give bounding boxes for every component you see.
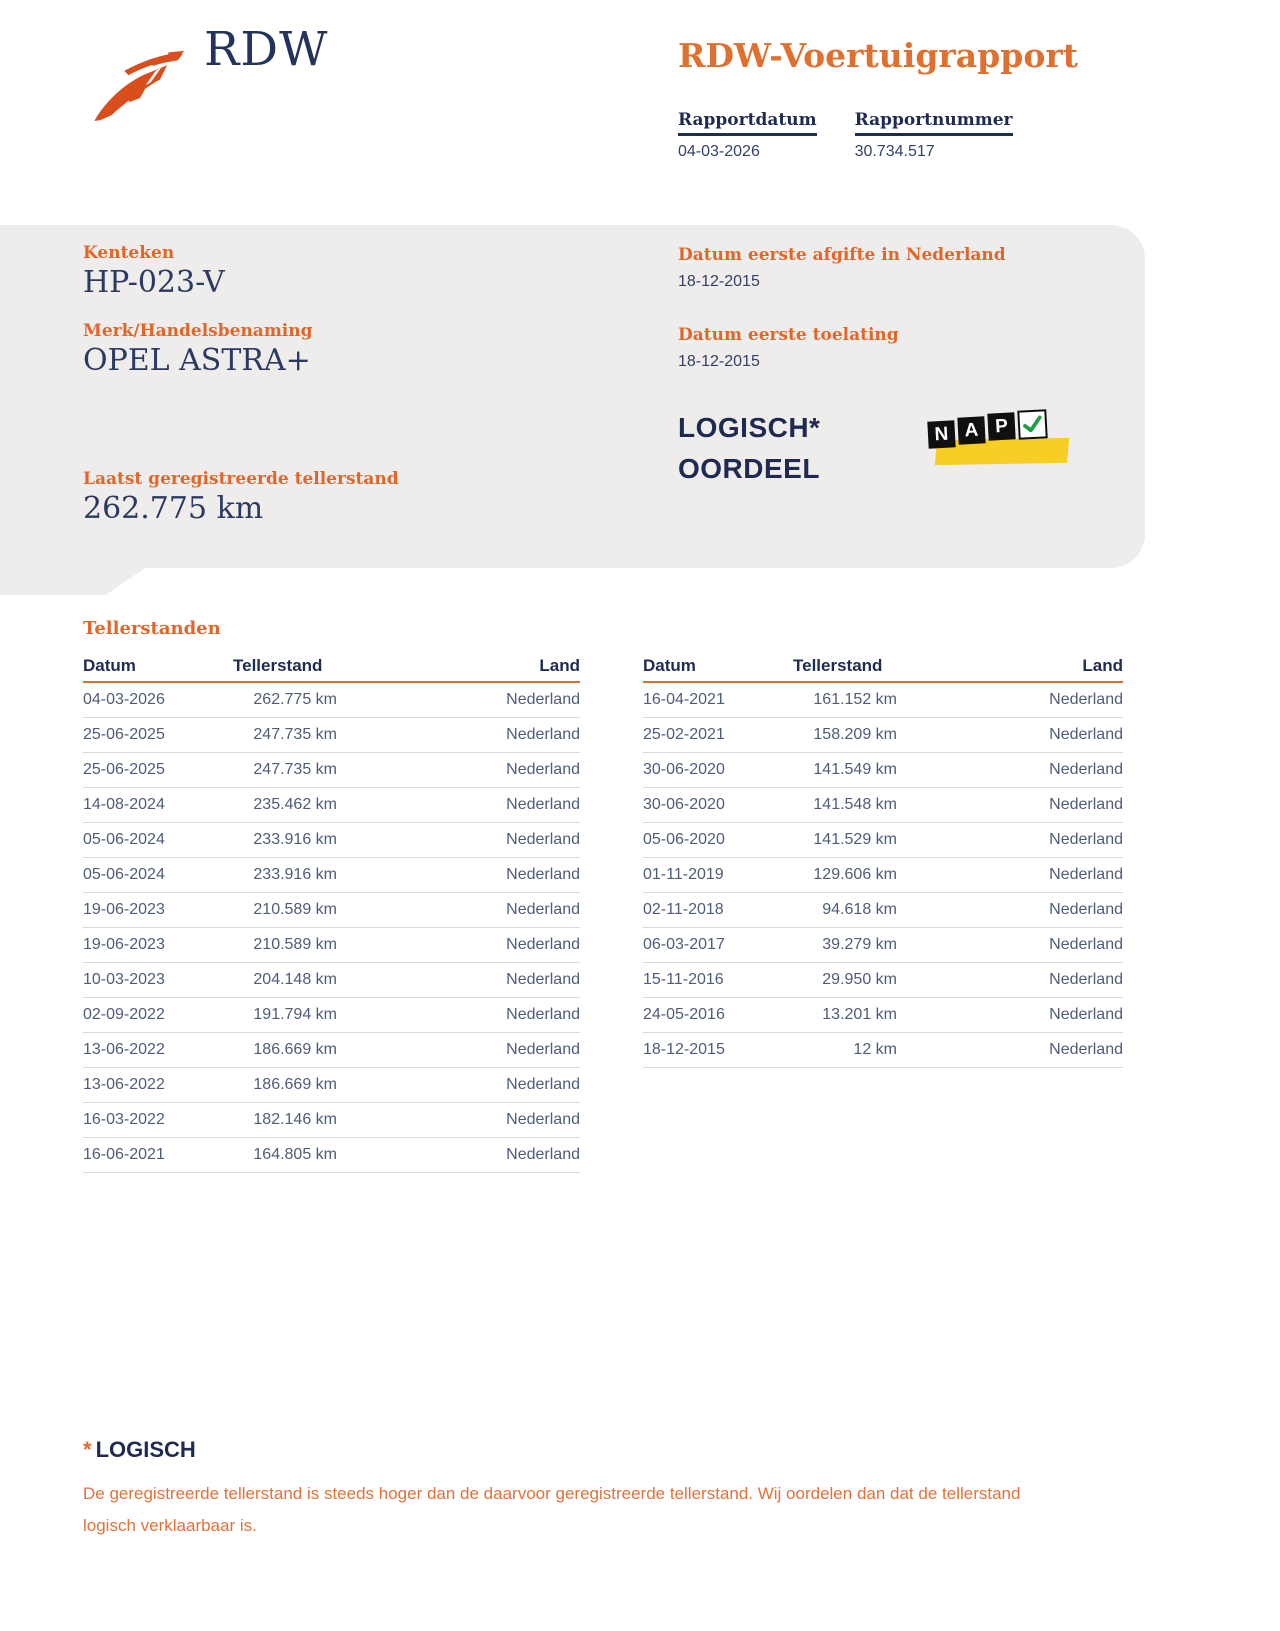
table-row bbox=[83, 858, 580, 893]
rdw-logo-text: RDW bbox=[204, 22, 329, 77]
column-header-land: Land bbox=[1082, 655, 1123, 675]
row-km: 204.148 km bbox=[253, 971, 337, 988]
row-date: 16-04-2021 bbox=[643, 691, 725, 708]
merk-label: Merk/Handelsbenaming bbox=[83, 321, 313, 341]
table-row bbox=[643, 963, 1123, 998]
table-row bbox=[83, 823, 580, 858]
row-land: Nederland bbox=[506, 796, 580, 813]
row-date: 30-06-2020 bbox=[643, 796, 725, 813]
row-km: 29.950 km bbox=[822, 971, 897, 988]
row-km: 262.775 km bbox=[253, 691, 337, 708]
table-header-row bbox=[83, 650, 580, 683]
row-land: Nederland bbox=[1049, 831, 1123, 848]
toelating-label: Datum eerste toelating bbox=[678, 325, 899, 345]
row-date: 25-06-2025 bbox=[83, 761, 165, 778]
row-km: 12 km bbox=[853, 1041, 897, 1058]
row-land: Nederland bbox=[506, 831, 580, 848]
row-land: Nederland bbox=[506, 971, 580, 988]
table-row bbox=[83, 788, 580, 823]
row-date: 13-06-2022 bbox=[83, 1076, 165, 1093]
row-km: 186.669 km bbox=[253, 1041, 337, 1058]
row-land: Nederland bbox=[1049, 796, 1123, 813]
row-km: 161.152 km bbox=[813, 691, 897, 708]
row-km: 164.805 km bbox=[253, 1146, 337, 1163]
row-date: 04-03-2026 bbox=[83, 691, 165, 708]
row-date: 24-05-2016 bbox=[643, 1006, 725, 1023]
row-land: Nederland bbox=[506, 1111, 580, 1128]
column-header-datum: Datum bbox=[643, 655, 696, 675]
rdw-swoosh-icon bbox=[90, 48, 190, 131]
row-land: Nederland bbox=[1049, 1041, 1123, 1058]
row-km: 210.589 km bbox=[253, 936, 337, 953]
row-land: Nederland bbox=[1049, 726, 1123, 743]
table-row bbox=[643, 683, 1123, 718]
report-meta bbox=[678, 110, 1013, 161]
table-row bbox=[643, 1033, 1123, 1068]
row-date: 25-02-2021 bbox=[643, 726, 725, 743]
tellerstanden-table-right bbox=[643, 650, 1123, 1068]
row-date: 05-06-2024 bbox=[83, 831, 165, 848]
row-land: Nederland bbox=[1049, 866, 1123, 883]
row-km: 233.916 km bbox=[253, 831, 337, 848]
table-row bbox=[643, 718, 1123, 753]
row-land: Nederland bbox=[506, 901, 580, 918]
row-date: 06-03-2017 bbox=[643, 936, 725, 953]
table-header-row bbox=[643, 650, 1123, 683]
merk-value: OPEL ASTRA+ bbox=[83, 343, 311, 378]
table-row bbox=[83, 753, 580, 788]
page-title: RDW-Voertuigrapport bbox=[678, 36, 1078, 75]
row-land: Nederland bbox=[1049, 761, 1123, 778]
footnote-title bbox=[83, 1437, 196, 1463]
column-header-land: Land bbox=[539, 655, 580, 675]
row-date: 16-03-2022 bbox=[83, 1111, 165, 1128]
nap-letter-a: A bbox=[957, 416, 985, 444]
row-km: 247.735 km bbox=[253, 761, 337, 778]
row-km: 39.279 km bbox=[822, 936, 897, 953]
row-land: Nederland bbox=[506, 761, 580, 778]
tellerstanden-heading: Tellerstanden bbox=[83, 618, 221, 639]
table-row bbox=[83, 928, 580, 963]
row-date: 14-08-2024 bbox=[83, 796, 165, 813]
table-row bbox=[643, 893, 1123, 928]
row-land: Nederland bbox=[506, 691, 580, 708]
row-land: Nederland bbox=[1049, 936, 1123, 953]
laatste-tellerstand-value: 262.775 km bbox=[83, 491, 264, 526]
row-land: Nederland bbox=[506, 866, 580, 883]
table-row bbox=[83, 893, 580, 928]
row-land: Nederland bbox=[506, 1076, 580, 1093]
table-row bbox=[643, 823, 1123, 858]
row-date: 05-06-2020 bbox=[643, 831, 725, 848]
table-row bbox=[83, 718, 580, 753]
row-km: 210.589 km bbox=[253, 901, 337, 918]
row-land: Nederland bbox=[506, 936, 580, 953]
row-date: 18-12-2015 bbox=[643, 1041, 725, 1058]
report-date-label: Rapportdatum bbox=[678, 110, 817, 136]
row-land: Nederland bbox=[1049, 901, 1123, 918]
row-date: 05-06-2024 bbox=[83, 866, 165, 883]
afgifte-value: 18-12-2015 bbox=[678, 273, 760, 290]
table-row bbox=[643, 998, 1123, 1033]
table-row bbox=[643, 753, 1123, 788]
laatste-tellerstand-label: Laatst geregistreerde tellerstand bbox=[83, 469, 399, 489]
table-row bbox=[83, 683, 580, 718]
row-land: Nederland bbox=[506, 1146, 580, 1163]
table-row bbox=[83, 1103, 580, 1138]
row-date: 19-06-2023 bbox=[83, 901, 165, 918]
row-date: 25-06-2025 bbox=[83, 726, 165, 743]
afgifte-label: Datum eerste afgifte in Nederland bbox=[678, 245, 1006, 265]
footnote-title-text: LOGISCH bbox=[95, 1437, 196, 1462]
oordeel-line2: OORDEEL bbox=[678, 453, 820, 484]
row-date: 02-09-2022 bbox=[83, 1006, 165, 1023]
row-km: 158.209 km bbox=[813, 726, 897, 743]
row-land: Nederland bbox=[1049, 971, 1123, 988]
row-km: 141.548 km bbox=[813, 796, 897, 813]
nap-letter-p: P bbox=[987, 412, 1015, 440]
table-row bbox=[83, 1033, 580, 1068]
row-date: 16-06-2021 bbox=[83, 1146, 165, 1163]
row-date: 30-06-2020 bbox=[643, 761, 725, 778]
tellerstanden-table-left bbox=[83, 650, 580, 1173]
row-km: 186.669 km bbox=[253, 1076, 337, 1093]
report-number-block bbox=[855, 110, 1013, 161]
row-date: 01-11-2019 bbox=[643, 866, 724, 883]
row-date: 19-06-2023 bbox=[83, 936, 165, 953]
table-row bbox=[643, 788, 1123, 823]
row-land: Nederland bbox=[506, 726, 580, 743]
row-km: 233.916 km bbox=[253, 866, 337, 883]
summary-box-tail bbox=[0, 568, 145, 595]
table-row bbox=[83, 963, 580, 998]
row-date: 15-11-2016 bbox=[643, 971, 724, 988]
footnote-text: De geregistreerde tellerstand is steeds hoger dan de daarvoor geregistreerde tellerstand. Wij oordelen dan dat de tellerstand logisch verklaarbaar is. bbox=[83, 1484, 1021, 1535]
kenteken-value: HP-023-V bbox=[83, 265, 225, 300]
table-row bbox=[83, 1068, 580, 1103]
table-row bbox=[643, 858, 1123, 893]
row-date: 02-11-2018 bbox=[643, 901, 724, 918]
toelating-value: 18-12-2015 bbox=[678, 353, 760, 370]
column-header-tellerstand: Tellerstand bbox=[233, 655, 323, 675]
report-date-value: 04-03-2026 bbox=[678, 143, 760, 160]
report-date-block bbox=[678, 110, 817, 161]
row-km: 13.201 km bbox=[822, 1006, 897, 1023]
report-number-label: Rapportnummer bbox=[855, 110, 1013, 136]
row-km: 141.529 km bbox=[813, 831, 897, 848]
vehicle-summary-box bbox=[0, 225, 1145, 568]
row-land: Nederland bbox=[1049, 691, 1123, 708]
nap-check-icon bbox=[1017, 409, 1047, 439]
row-land: Nederland bbox=[1049, 1006, 1123, 1023]
row-km: 235.462 km bbox=[253, 796, 337, 813]
report-number-value: 30.734.517 bbox=[854, 143, 935, 160]
row-date: 10-03-2023 bbox=[83, 971, 165, 988]
column-header-datum: Datum bbox=[83, 655, 136, 675]
table-row bbox=[643, 928, 1123, 963]
column-header-tellerstand: Tellerstand bbox=[793, 655, 883, 675]
row-land: Nederland bbox=[506, 1006, 580, 1023]
footnote-asterisk: * bbox=[83, 1437, 92, 1462]
row-date: 13-06-2022 bbox=[83, 1041, 165, 1058]
row-km: 182.146 km bbox=[253, 1111, 337, 1128]
row-km: 94.618 km bbox=[822, 901, 897, 918]
row-km: 141.549 km bbox=[813, 761, 897, 778]
table-row bbox=[83, 998, 580, 1033]
nap-letter-n: N bbox=[927, 420, 955, 448]
table-row bbox=[83, 1138, 580, 1173]
oordeel-verdict bbox=[678, 407, 820, 489]
row-km: 129.606 km bbox=[813, 866, 897, 883]
nap-logo bbox=[922, 410, 1092, 476]
row-km: 191.794 km bbox=[253, 1006, 337, 1023]
oordeel-line1: LOGISCH* bbox=[678, 412, 821, 443]
row-land: Nederland bbox=[506, 1041, 580, 1058]
row-km: 247.735 km bbox=[253, 726, 337, 743]
kenteken-label: Kenteken bbox=[83, 243, 175, 263]
